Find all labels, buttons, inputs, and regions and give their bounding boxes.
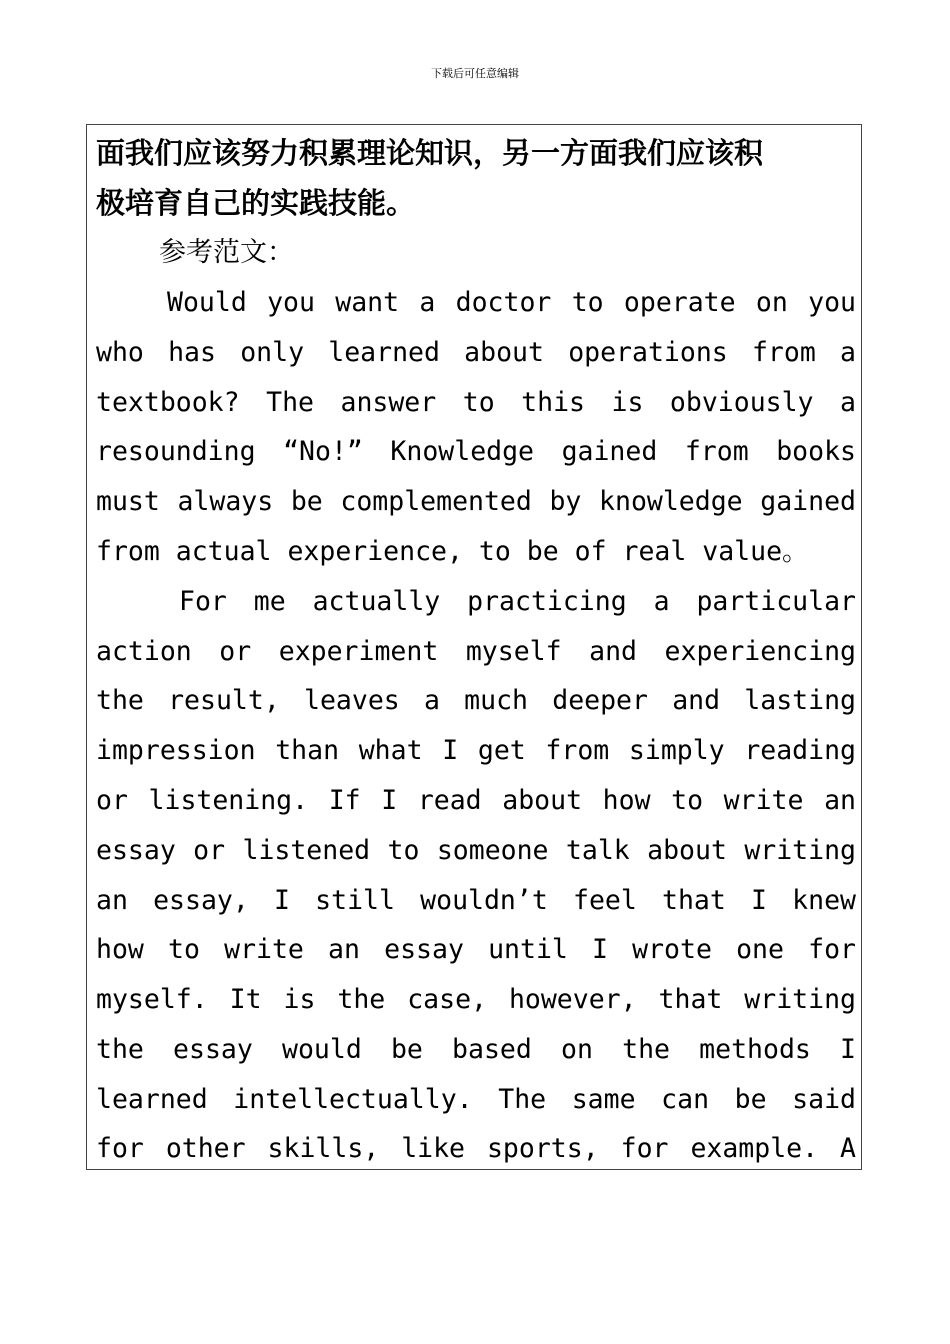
paragraph2-line: impression than what I get from simply reading <box>96 735 856 766</box>
paragraph2-line: myself. It is the case, however, that writing <box>96 984 856 1015</box>
page-header: 下载后可任意编辑 <box>431 67 519 80</box>
paragraph1-line: resounding “No!” Knowledge gained from books <box>96 436 856 467</box>
paragraph1-line: who has only learned about operations from a <box>96 337 856 368</box>
paragraph2-line: the essay would be based on the methods I <box>96 1034 856 1065</box>
paragraph2-line: action or experiment myself and experiencing <box>96 636 856 667</box>
reference-heading: 参考范文： <box>159 237 294 268</box>
paragraph2-line: an essay, I still wouldn’t feel that I knew <box>96 885 856 916</box>
paragraph2-line: or listening. If I read about how to write an <box>96 785 856 816</box>
paragraph2-line: For me actually practicing a particular <box>179 586 856 617</box>
paragraph2-line: essay or listened to someone talk about writing <box>96 835 856 866</box>
intro-line-2: 极培育自己的实践技能。 <box>96 186 416 220</box>
paragraph1-line: textbook? The answer to this is obviously a <box>96 387 856 418</box>
paragraph2-line: for other skills, like sports, for example. A <box>96 1133 856 1164</box>
paragraph1-line: must always be complemented by knowledge gained <box>96 486 856 517</box>
intro-line-1: 面我们应该努力积累理论知识，另一方面我们应该积 <box>96 136 764 170</box>
paragraph2-line: the result, leaves a much deeper and lasting <box>96 685 856 716</box>
paragraph1-line: from actual experience, to be of real value。 <box>96 536 809 567</box>
document-body <box>86 124 862 1170</box>
paragraph2-line: learned intellectually. The same can be said <box>96 1084 856 1115</box>
paragraph1-line: Would you want a doctor to operate on you <box>167 287 856 318</box>
paragraph2-line: how to write an essay until I wrote one for <box>96 934 856 965</box>
